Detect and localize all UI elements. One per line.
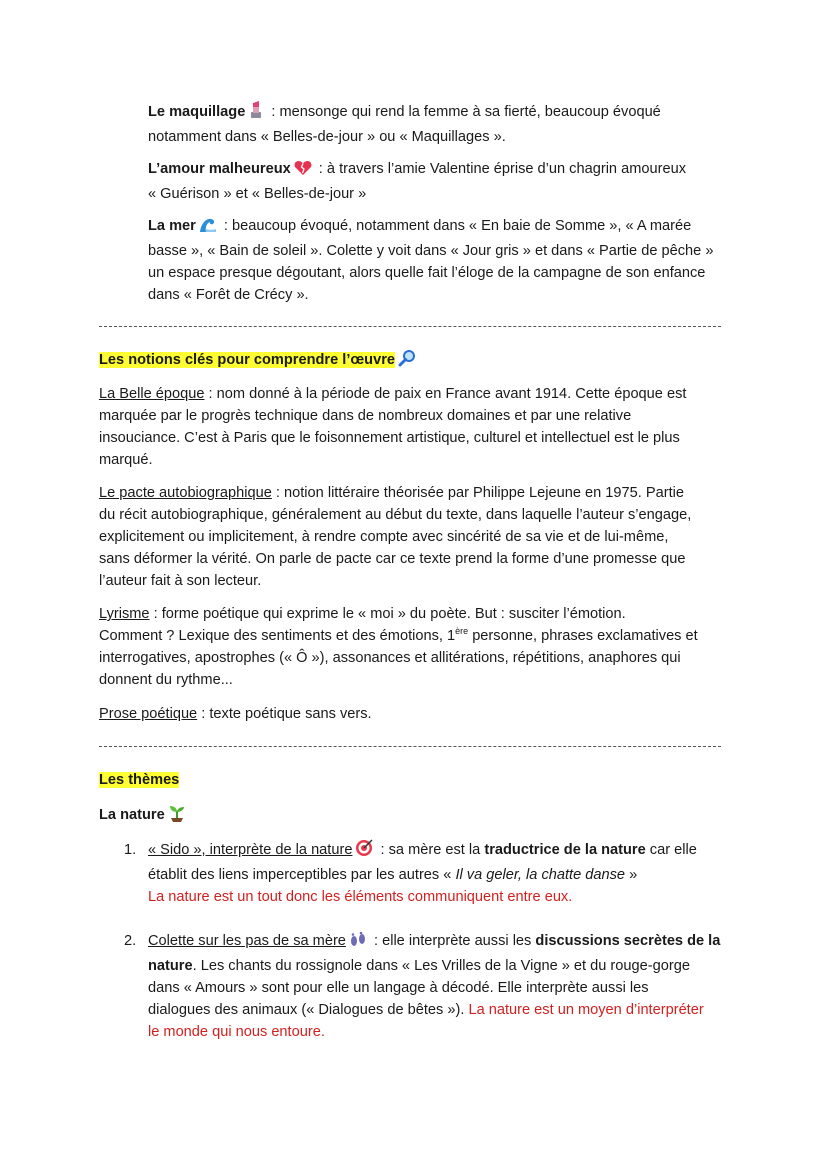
- love-title: L’amour malheureux: [148, 161, 291, 177]
- footprints-icon: [349, 932, 367, 955]
- seedling-icon: [168, 804, 186, 829]
- item-title: « Sido », interprète de la nature: [148, 842, 353, 858]
- prose-term: Prose poétique: [99, 706, 198, 722]
- nature-title: La nature: [99, 804, 729, 829]
- pacte-term: Le pacte autobiographique: [99, 485, 272, 501]
- lyrisme-term: Lyrisme: [99, 606, 150, 622]
- item-title: Colette sur les pas de sa mère: [148, 933, 346, 949]
- lipstick-icon: [248, 101, 264, 126]
- list-number: 1.: [124, 842, 137, 858]
- lyrisme-paragraph: Lyrisme : forme poétique qui exprime le « moi » du poète. But : susciter l’émotion. Comment ? Lexique des sentiments et des émotions, 1ère personne, phrases exclamatives et interrogatives, apostrophes (« Ô »), assonances et allitérations, répétitions, anaphores qui donnent du rythme...: [99, 606, 698, 688]
- belle-epoque-paragraph: La Belle époque : nom donné à la période de paix en France avant 1914. Cette époque est marquée par le progrès technique dans de nombreux domaines et par une relative insouciance. C’est à Paris que le foisonnement artistique, culturel et intellectuel est le plus marqué.: [99, 386, 687, 468]
- prose-paragraph: Prose poétique : texte poétique sans vers.: [99, 706, 372, 722]
- makeup-title: Le maquillage: [148, 104, 246, 120]
- makeup-paragraph: Le maquillage : mensonge qui rend la femme à sa fierté, beaucoup évoqué notamment dans « Belles-de-jour » ou « Maquillages ».: [148, 101, 738, 148]
- love-paragraph: L’amour malheureux : à travers l’amie Valentine éprise d’un chagrin amoureux « Guérison » et « Belles-de-jour »: [148, 161, 686, 202]
- notions-heading: Les notions clés pour comprendre l’œuvre: [99, 349, 729, 374]
- list-item: « Sido », interprète de la nature : sa mère est la traductrice de la nature car elle établit des liens imperceptibles par les autres « Il va geler, la chatte danse » La nature est un tout donc les éléments communiquent entre eux.: [148, 839, 738, 908]
- pacte-paragraph: Le pacte autobiographique : notion littéraire théorisée par Philippe Lejeune en 1975. Partie du récit autobiographique, généralement au début du texte, dans laquelle l’auteur s’engage, explicitement ou implicitement, à rendre compte avec sincérité de sa vie et de lui-même, sans déformer la vérité. On parle de pacte car ce texte prend la forme d’une promesse que l’auteur fait à son lecteur.: [99, 485, 692, 589]
- belle-epoque-term: La Belle époque: [99, 386, 205, 402]
- magnifier-icon: [398, 350, 416, 374]
- sea-title: La mer: [148, 218, 196, 234]
- list-number: 2.: [124, 933, 137, 949]
- sea-paragraph: La mer : beaucoup évoqué, notamment dans « En baie de Somme », « A marée basse », « Bain de soleil ». Colette y voit dans « Jour gris » et dans « Partie de pêche » un espace presque dégoutant, alors quelle fait l’éloge de la campagne de son enfance dans « Forêt de Crécy ».: [148, 218, 714, 303]
- broken-heart-icon: [294, 160, 312, 183]
- separator-line: [99, 746, 721, 747]
- target-icon: [355, 839, 373, 864]
- themes-heading: Les thèmes: [99, 772, 180, 788]
- separator-line: [99, 326, 721, 327]
- wave-icon: [199, 216, 217, 240]
- list-item: Colette sur les pas de sa mère : elle interprète aussi les discussions secrètes de la nature. Les chants du rossignole dans « Les Vrilles de la Vigne » et du rouge-gorge dans « Amours » sont pour elle un langage à décodé. Elle interprète aussi les dialogues des animaux (« Dialogues de bêtes »). La nature est un moyen d’interpréter le monde qui nous entoure.: [148, 933, 721, 1040]
